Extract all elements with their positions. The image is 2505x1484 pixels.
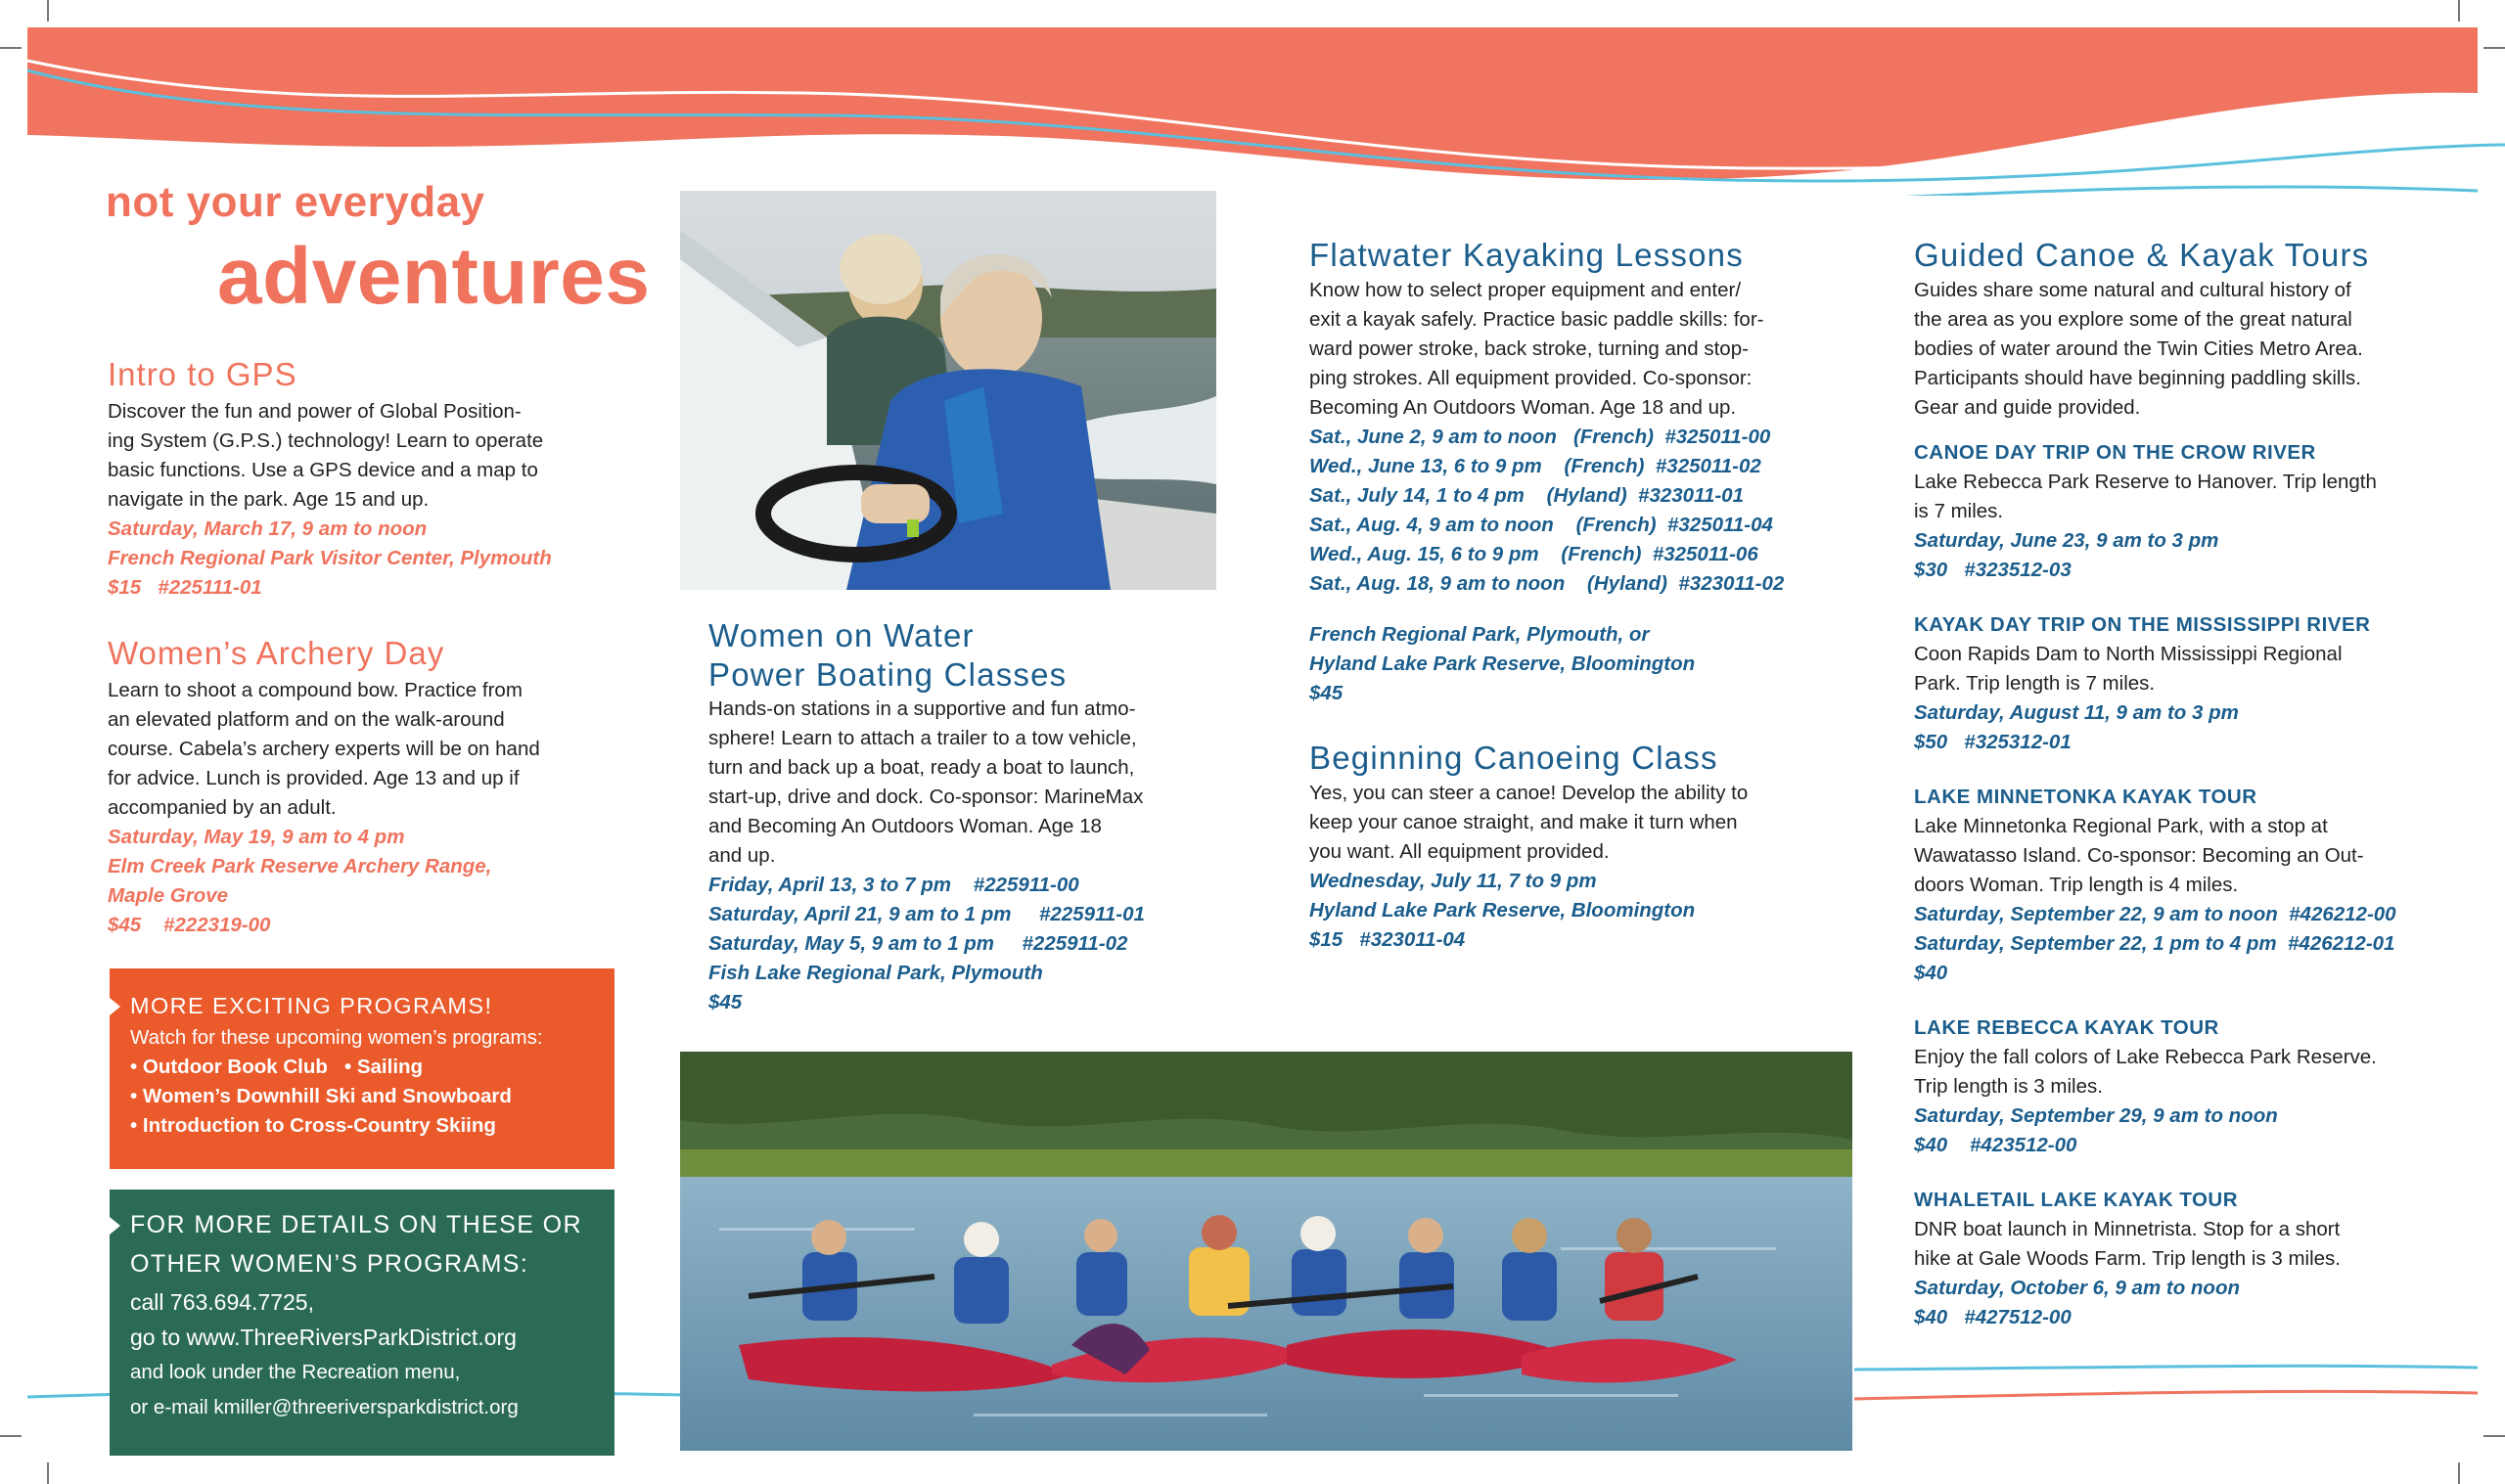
archery-heading: Women’s Archery Day [108,635,445,671]
tour-date: Saturday, June 23, 9 am to 3 pm [1914,529,2219,552]
crop-mark [2483,1435,2505,1437]
tour-line: Trip length is 3 miles. [1914,1075,2103,1098]
kayak-group-photo [680,1052,1852,1451]
kayaking-line-5: Becoming An Outdoors Woman. Age 18 and up. [1309,396,1737,419]
tour-title: WHALETAIL LAKE KAYAK TOUR [1914,1189,2239,1211]
crop-mark [0,1435,22,1437]
tour-minnetonka [1914,783,2491,988]
canoeing-heading: Beginning Canoeing Class [1309,740,1718,776]
tour-price: $30 #323512-03 [1914,559,2072,581]
archery-line-5: accompanied by an adult. [108,796,337,819]
water-heading-1: Women on Water [708,617,975,653]
tour-line: Wawatasso Island. Co-sponsor: Becoming an Out- [1914,844,2364,867]
kayaking-location-1: French Regional Park, Plymouth, or [1309,623,1650,646]
tour-price: $50 #325312-01 [1914,731,2072,753]
details-email-link[interactable]: or e-mail kmiller@threeriversparkdistrict.org [130,1396,519,1418]
canoeing-price: $15 #323011-04 [1309,928,1466,951]
tour-line: Lake Rebecca Park Reserve to Hanover. Trip length [1914,471,2377,493]
archery-section [108,631,597,940]
arrow-right-icon [110,1217,120,1235]
tour-price: $40 #423512-00 [1914,1134,2077,1156]
boating-photo [680,191,1216,590]
gps-heading: Intro to GPS [108,356,297,392]
water-location: Fish Lake Regional Park, Plymouth [708,962,1043,984]
archery-price: $45 #222319-00 [108,914,271,936]
tour-line: Coon Rapids Dam to North Mississippi Regional [1914,643,2343,665]
more-programs-box [110,968,615,1169]
title-line-1: not your everyday [106,178,485,226]
details-title-2: OTHER WOMEN’S PROGRAMS: [130,1250,529,1278]
tours-line-3: bodies of water around the Twin Cities Metro Area. [1914,337,2363,360]
archery-line-1: Learn to shoot a compound bow. Practice from [108,679,523,701]
canoeing-line-3: you want. All equipment provided. [1309,840,1610,863]
water-line-4: start-up, drive and dock. Co-sponsor: MarineMax [708,786,1144,808]
water-line-3: turn and back up a boat, ready a boat to launch, [708,756,1135,779]
details-box [110,1190,615,1456]
canoeing-section [1309,738,1857,955]
tour-date: Saturday, October 6, 9 am to noon [1914,1277,2240,1299]
canoeing-line-1: Yes, you can steer a canoe! Develop the ability to [1309,782,1749,804]
kayaking-line-3: ward power stroke, back stroke, turning and stop- [1309,337,1749,360]
more-programs-intro: Watch for these upcoming women’s programs: [130,1026,543,1049]
water-line-2: sphere! Learn to attach a trailer to a tow vehicle, [708,727,1137,749]
archery-line-3: course. Cabela’s archery experts will be on hand [108,738,540,760]
crop-mark [2458,1462,2460,1484]
tour-title: LAKE MINNETONKA KAYAK TOUR [1914,786,2257,808]
water-heading-2: Power Boating Classes [708,656,1068,693]
arrow-right-icon [110,998,120,1015]
kayaking-line-2: exit a kayak safely. Practice basic paddle skills: for- [1309,308,1764,331]
tour-line: Park. Trip length is 7 miles. [1914,672,2156,695]
kayaking-date-3: Sat., July 14, 1 to 4 pm (Hyland) #323011-01 [1309,484,1744,507]
tour-title: CANOE DAY TRIP ON THE CROW RIVER [1914,441,2316,464]
gps-price: $15 #225111-01 [108,576,262,599]
tours-line-4: Participants should have beginning paddling skills. [1914,367,2361,389]
tour-price: $40 [1914,962,1948,984]
archery-location-2: Maple Grove [108,884,229,907]
tour-mississippi [1914,610,2491,757]
gps-location: French Regional Park Visitor Center, Plymouth [108,547,552,569]
more-programs-title: MORE EXCITING PROGRAMS! [130,993,493,1018]
tour-line: doors Woman. Trip length is 4 miles. [1914,874,2239,896]
tour-lake-rebecca [1914,1013,2491,1160]
details-menu-text: and look under the Recreation menu, [130,1361,461,1383]
more-programs-item: • Women’s Downhill Ski and Snowboard [130,1085,512,1107]
tour-crow-river [1914,438,2491,585]
tours-line-5: Gear and guide provided. [1914,396,2141,419]
kayaking-line-4: ping strokes. All equipment provided. Co-sponsor: [1309,367,1753,389]
tour-whaletail [1914,1186,2491,1332]
crop-mark [47,1462,49,1484]
kayaking-date-5: Wed., Aug. 15, 6 to 9 pm (French) #325011-06 [1309,543,1758,565]
details-phone: call 763.694.7725, [130,1289,314,1315]
details-title-1: FOR MORE DETAILS ON THESE OR [130,1211,582,1238]
more-programs-item: • Outdoor Book Club • Sailing [130,1056,424,1078]
tour-price: $40 #427512-00 [1914,1306,2072,1328]
kayaking-location-2: Hyland Lake Park Reserve, Bloomington [1309,652,1696,675]
gps-line-2: ing System (G.P.S.) technology! Learn to operate [108,429,544,452]
tour-line: is 7 miles. [1914,500,2004,522]
water-price: $45 [708,991,743,1013]
gps-line-3: basic functions. Use a GPS device and a map to [108,459,538,481]
canoeing-location: Hyland Lake Park Reserve, Bloomington [1309,899,1696,922]
water-line-5: and Becoming An Outdoors Woman. Age 18 [708,815,1102,837]
tour-date: Saturday, September 22, 9 am to noon #426212-00 [1914,903,2396,925]
kayaking-date-4: Sat., Aug. 4, 9 am to noon (French) #325011-04 [1309,514,1773,536]
gps-line-1: Discover the fun and power of Global Position- [108,400,522,423]
tour-date: Saturday, September 29, 9 am to noon [1914,1104,2278,1127]
kayaking-date-1: Sat., June 2, 9 am to noon (French) #325011-00 [1309,426,1771,448]
water-line-6: and up. [708,844,776,867]
tour-date: Saturday, September 22, 1 pm to 4 pm #426212-01 [1914,932,2395,955]
archery-line-4: for advice. Lunch is provided. Age 13 and up if [108,767,520,789]
archery-line-2: an elevated platform and on the walk-around [108,708,505,731]
kayaking-date-2: Wed., June 13, 6 to 9 pm (French) #325011-02 [1309,455,1761,477]
canoeing-date: Wednesday, July 11, 7 to 9 pm [1309,870,1597,892]
water-line-1: Hands-on stations in a supportive and fun atmo- [708,697,1136,720]
archery-date: Saturday, May 19, 9 am to 4 pm [108,826,405,848]
tour-date: Saturday, August 11, 9 am to 3 pm [1914,701,2239,724]
gps-date: Saturday, March 17, 9 am to noon [108,517,428,540]
tour-line: DNR boat launch in Minnetrista. Stop for a short [1914,1218,2341,1240]
gps-section [108,352,597,603]
kayaking-section [1309,235,1857,708]
kayaking-date-6: Sat., Aug. 18, 9 am to noon (Hyland) #323011-02 [1309,572,1785,595]
tours-line-1: Guides share some natural and cultural history of [1914,279,2351,301]
details-website-link[interactable]: go to www.ThreeRiversParkDistrict.org [130,1325,517,1350]
gps-line-4: navigate in the park. Age 15 and up. [108,488,430,511]
archery-location-1: Elm Creek Park Reserve Archery Range, [108,855,492,877]
tour-line: Enjoy the fall colors of Lake Rebecca Park Reserve. [1914,1046,2377,1068]
water-date-1: Friday, April 13, 3 to 7 pm #225911-00 [708,874,1079,896]
water-date-2: Saturday, April 21, 9 am to 1 pm #225911-01 [708,903,1145,925]
tour-title: KAYAK DAY TRIP ON THE MISSISSIPPI RIVER [1914,613,2371,636]
header-wave-band [0,0,2505,196]
canoeing-line-2: keep your canoe straight, and make it turn when [1309,811,1738,833]
title-line-2: adventures [217,232,651,321]
tours-section [1914,235,2491,1332]
tour-title: LAKE REBECCA KAYAK TOUR [1914,1016,2219,1039]
water-section [708,616,1217,1017]
kayaking-price: $45 [1309,682,1344,704]
tours-heading: Guided Canoe & Kayak Tours [1914,237,2370,273]
tour-line: hike at Gale Woods Farm. Trip length is 3 miles. [1914,1247,2341,1270]
tours-line-2: the area as you explore some of the great natural [1914,308,2352,331]
tour-line: Lake Minnetonka Regional Park, with a stop at [1914,815,2328,837]
kayaking-heading: Flatwater Kayaking Lessons [1309,237,1744,273]
water-date-3: Saturday, May 5, 9 am to 1 pm #225911-02 [708,932,1128,955]
kayaking-line-1: Know how to select proper equipment and enter/ [1309,279,1742,301]
more-programs-item: • Introduction to Cross-Country Skiing [130,1114,496,1137]
